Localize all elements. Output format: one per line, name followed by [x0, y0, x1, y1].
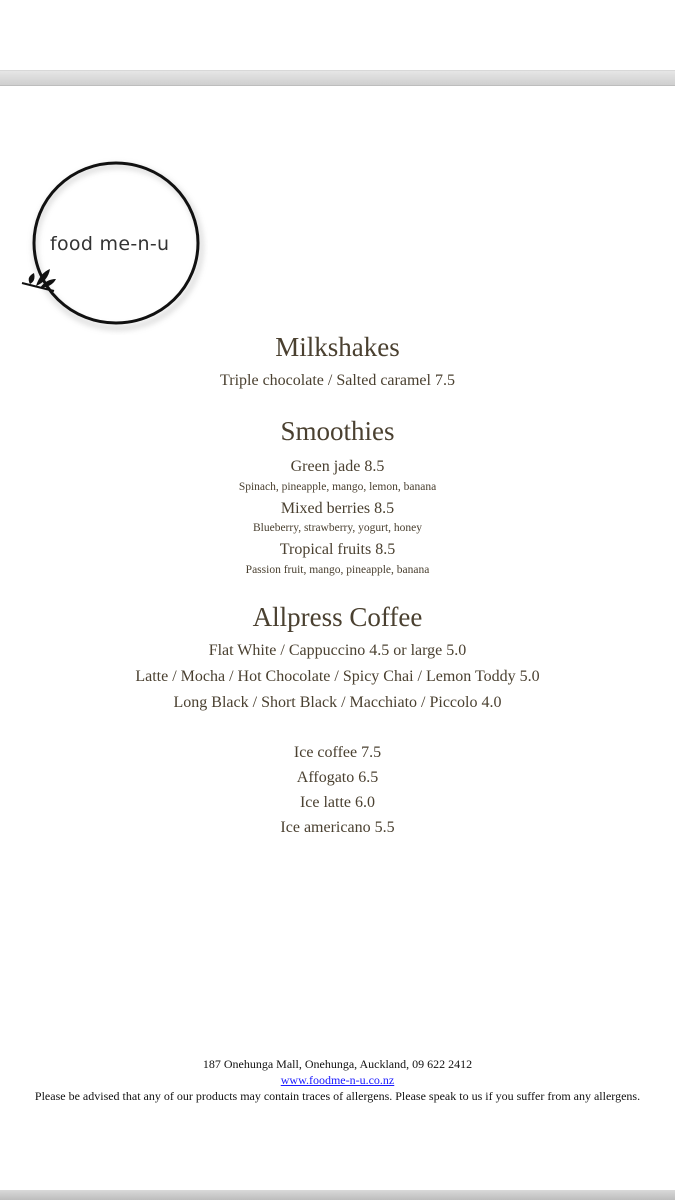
top-toolbar-bar: [0, 70, 675, 86]
logo-text: food me-n-u: [50, 233, 170, 255]
coffee-item: Latte / Mocha / Hot Chocolate / Spicy Chai / Lemon Toddy 5.0: [135, 668, 540, 685]
iced-item: Ice latte 6.0: [299, 794, 376, 811]
smoothie-desc-tropical-fruits: Passion fruit, mango, pineapple, banana: [245, 564, 430, 576]
milkshakes-title: Milkshakes: [275, 332, 400, 362]
iced-item: Ice americano 5.5: [280, 819, 395, 836]
smoothie-desc-green-jade: Spinach, pineapple, mango, lemon, banana: [238, 481, 437, 493]
coffee-title: Allpress Coffee: [252, 602, 423, 632]
website-link[interactable]: www.foodme-n-u.co.nz: [280, 1073, 395, 1087]
smoothies-title: Smoothies: [280, 416, 395, 446]
coffee-item: Long Black / Short Black / Macchiato / Piccolo 4.0: [173, 694, 502, 711]
allergen-notice: Please be advised that any of our products may contain traces of allergens. Please speak to us if you suffer from any allergens.: [34, 1089, 641, 1103]
footer-address: 187 Onehunga Mall, Onehunga, Auckland, 09 622 2412: [202, 1057, 473, 1071]
footer: [0, 1056, 675, 1104]
milkshake-item: Triple chocolate / Salted caramel 7.5: [220, 372, 455, 389]
iced-item: Ice coffee 7.5: [293, 744, 382, 761]
coffee-item: Flat White / Cappuccino 4.5 or large 5.0: [208, 642, 467, 659]
bottom-toolbar-bar: [0, 1190, 675, 1200]
smoothie-item-tropical-fruits: Tropical fruits 8.5: [279, 541, 396, 558]
smoothie-desc-mixed-berries: Blueberry, strawberry, yogurt, honey: [252, 522, 423, 534]
logo: [18, 155, 208, 335]
smoothie-item-mixed-berries: Mixed berries 8.5: [280, 500, 395, 517]
iced-item: Affogato 6.5: [296, 769, 379, 786]
smoothie-item-green-jade: Green jade 8.5: [290, 458, 385, 475]
